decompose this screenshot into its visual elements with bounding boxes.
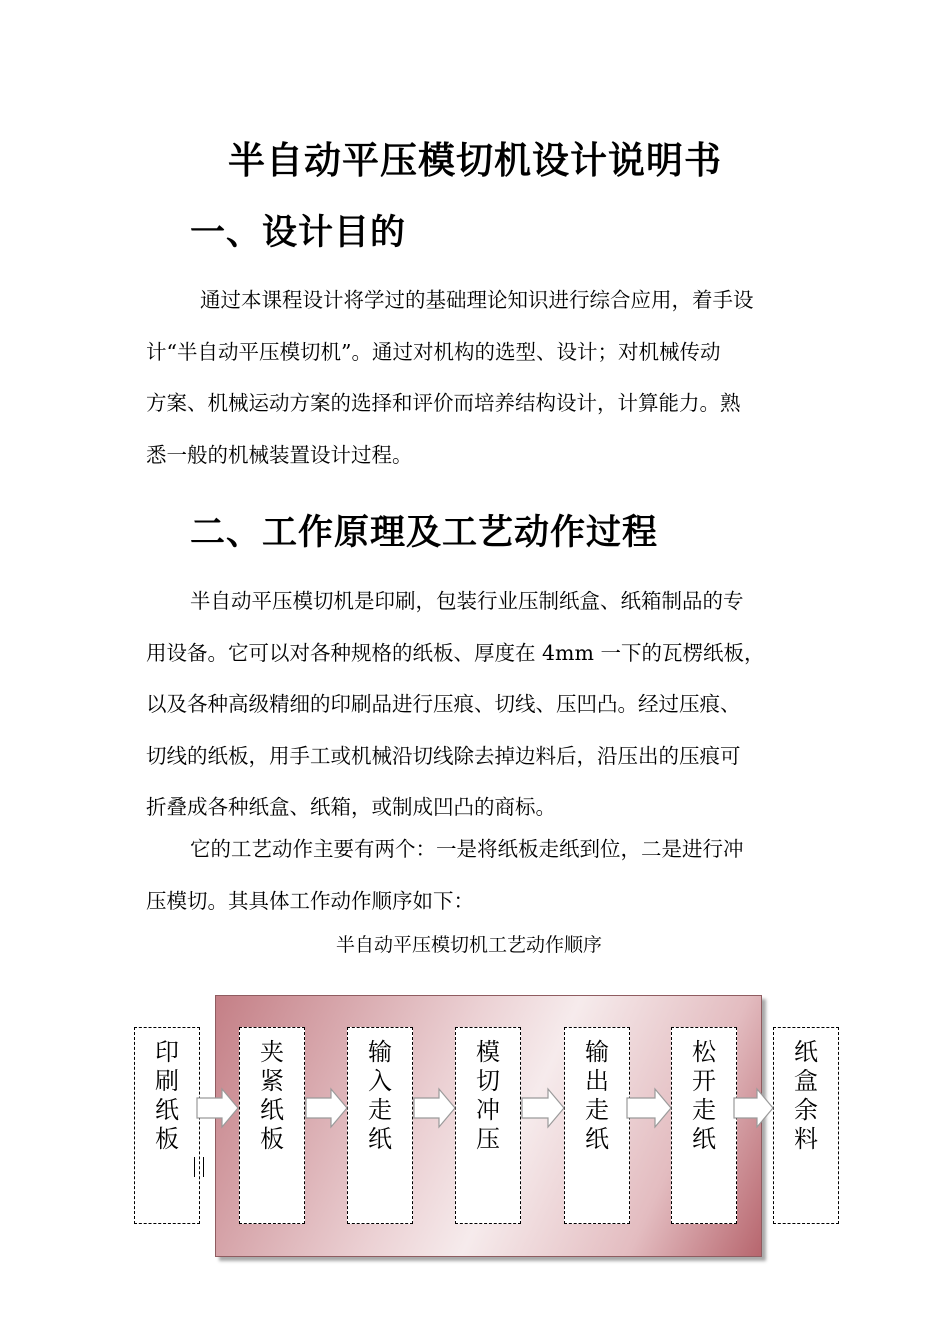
arrow-icon <box>413 1087 457 1129</box>
text-line: 压模切。其具体工作动作顺序如下： <box>146 888 474 913</box>
step-label-char: 切 <box>476 1067 500 1095</box>
purpose-paragraph <box>146 275 810 481</box>
text-line: 折叠成各种纸盒、纸箱，或制成凹凸的商标。 <box>146 795 556 819</box>
step-label-char: 松 <box>692 1038 716 1066</box>
arrow-icon <box>521 1087 566 1129</box>
step-label-char: 纸 <box>260 1096 284 1124</box>
step-label-char: 刷 <box>155 1067 179 1095</box>
step-label-char: 板 <box>155 1125 179 1153</box>
step-box-clamp-board <box>239 1027 305 1224</box>
process-paragraph <box>146 824 810 927</box>
text-line: 悉一般的机械装置设计过程。 <box>146 442 413 467</box>
arrow-icon <box>196 1087 240 1129</box>
step-label-char: 纸 <box>368 1125 392 1153</box>
arrow-icon <box>626 1087 673 1129</box>
step-label-char: 纸 <box>692 1125 716 1153</box>
step-label-char: 走 <box>368 1096 392 1124</box>
step-label-char: 压 <box>476 1125 500 1153</box>
page-title: 半自动平压模切机设计说明书 <box>228 139 722 182</box>
text-line: 以及各种高级精细的印刷品进行压痕、切线、压凹凸。经过压痕、 <box>146 692 741 716</box>
arrow-icon <box>305 1087 349 1129</box>
section-heading-purpose: 一、设计目的 <box>190 213 407 253</box>
section-heading-principle: 二、工作原理及工艺动作过程 <box>190 513 659 553</box>
step-label-char: 入 <box>368 1067 392 1095</box>
connector-tick <box>194 1157 204 1177</box>
step-label-char: 输 <box>585 1038 609 1066</box>
step-label-char: 盒 <box>794 1067 818 1095</box>
step-box-print-board <box>134 1027 200 1224</box>
principle-paragraph <box>146 576 810 834</box>
arrow-icon <box>733 1087 775 1129</box>
step-label-char: 纸 <box>155 1096 179 1124</box>
step-label-char: 出 <box>585 1067 609 1095</box>
step-label-char: 走 <box>692 1096 716 1124</box>
step-label-char: 冲 <box>476 1096 500 1124</box>
step-box-feed-out <box>564 1027 630 1224</box>
step-label-char: 紧 <box>260 1067 284 1095</box>
step-label-char: 输 <box>368 1038 392 1066</box>
step-label-char: 纸 <box>585 1125 609 1153</box>
text-line: 它的工艺动作主要有两个：一是将纸板走纸到位，二是进行冲 <box>190 837 744 861</box>
step-label-char: 板 <box>260 1125 284 1153</box>
text-line: 计“半自动平压模切机”。通过对机构的选型、设计；对机械传动 <box>146 339 721 364</box>
step-label-char: 料 <box>794 1125 818 1153</box>
step-label-char: 夹 <box>260 1038 284 1066</box>
step-box-waste <box>773 1027 839 1224</box>
step-label-char: 印 <box>155 1038 179 1066</box>
step-box-release <box>671 1027 737 1224</box>
step-label-char: 走 <box>585 1096 609 1124</box>
step-label-char: 模 <box>476 1038 500 1066</box>
step-box-die-cut <box>455 1027 521 1224</box>
step-label-char: 余 <box>794 1096 818 1124</box>
text-line: 切线的纸板，用手工或机械沿切线除去掉边料后，沿压出的压痕可 <box>146 743 741 768</box>
figure-title: 半自动平压模切机工艺动作顺序 <box>335 934 602 956</box>
text-line: 用设备。它可以对各种规格的纸板、厚度在 4mm 一下的瓦楞纸板， <box>146 640 765 665</box>
step-label-char: 纸 <box>794 1038 818 1066</box>
text-line: 半自动平压模切机是印刷，包装行业压制纸盒、纸箱制品的专 <box>190 589 744 613</box>
text-line: 通过本课程设计将学过的基础理论知识进行综合应用，着手设 <box>200 288 754 312</box>
step-box-feed-in <box>347 1027 413 1224</box>
step-label-char: 开 <box>692 1067 716 1095</box>
text-line: 方案、机械运动方案的选择和评价而培养结构设计，计算能力。熟 <box>146 391 741 415</box>
